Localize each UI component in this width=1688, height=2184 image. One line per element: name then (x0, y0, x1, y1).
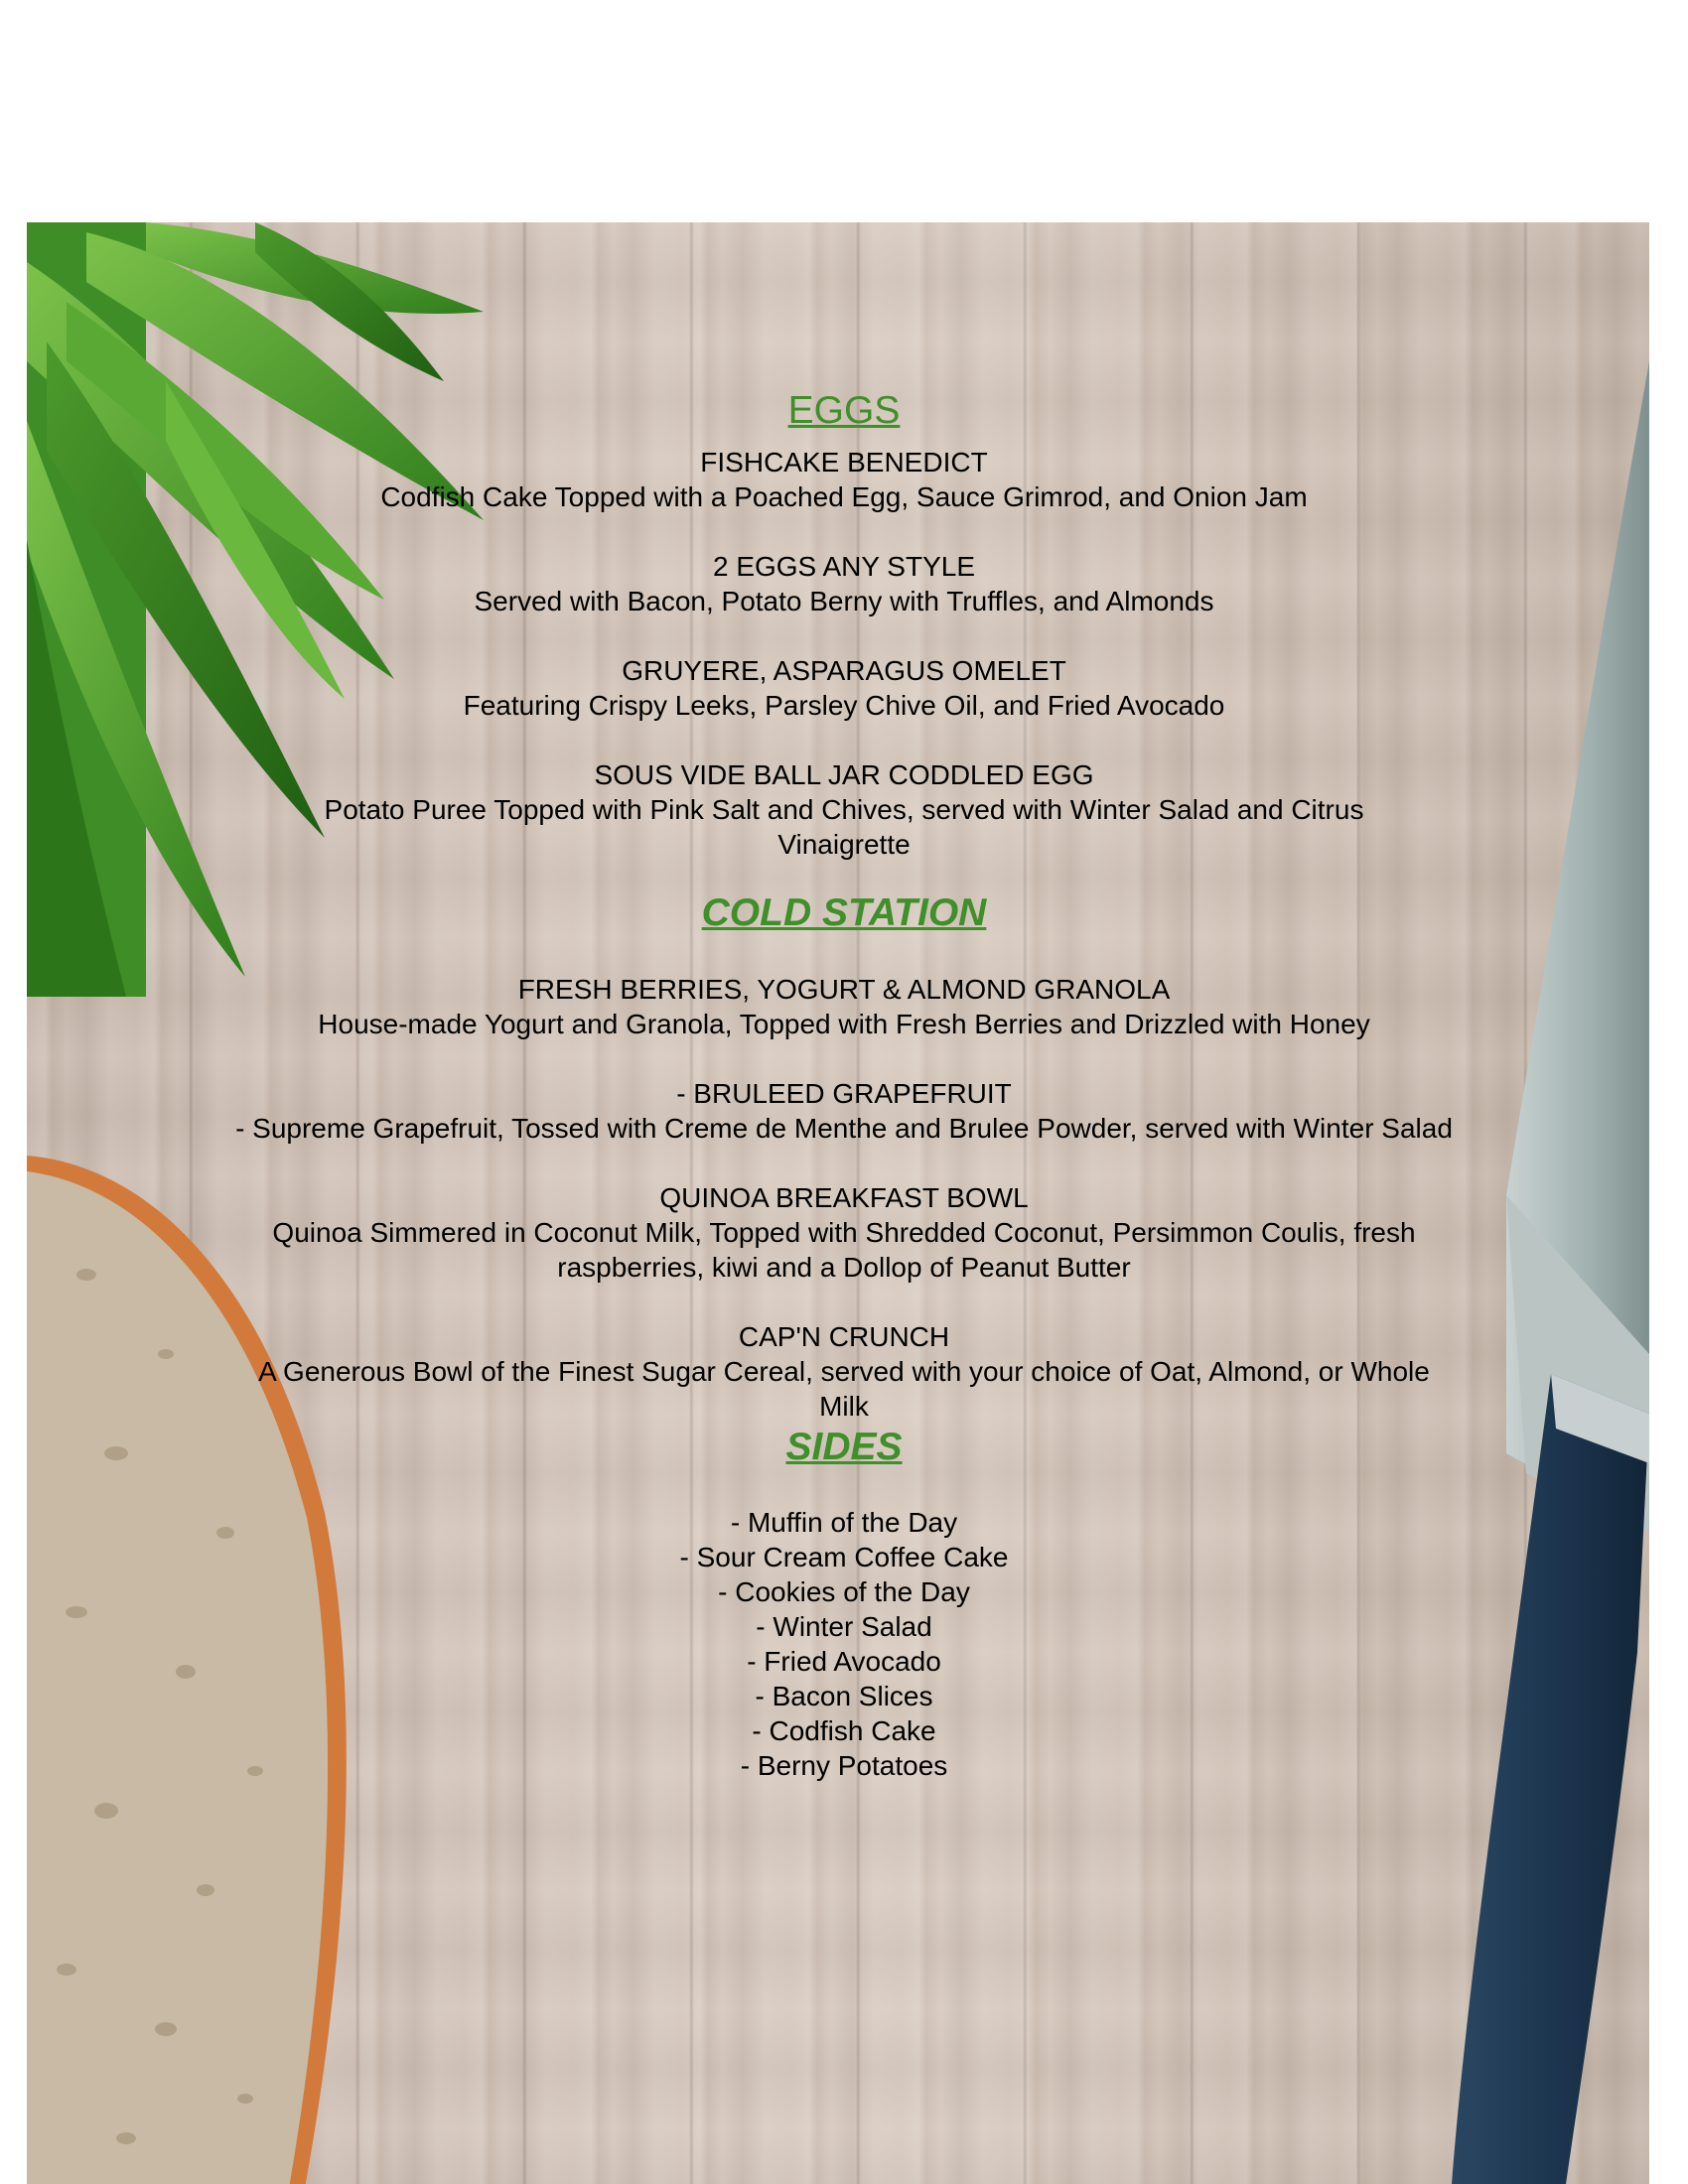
menu-item (199, 757, 1489, 862)
section-title-sides: SIDES (785, 1426, 903, 1468)
menu-item-description: Served with Bacon, Potato Berny with Truffles, and Almonds (474, 586, 1214, 616)
side-item: - Bacon Slices (755, 1681, 933, 1711)
side-item: - Winter Salad (756, 1611, 932, 1642)
menu-item-name: FRESH BERRIES, YOGURT & ALMOND GRANOLA (517, 974, 1171, 1005)
menu-item (199, 1319, 1489, 1424)
menu-item (199, 445, 1489, 514)
menu-item-name: 2 EGGS ANY STYLE (712, 551, 976, 582)
menu-content (199, 387, 1489, 1783)
menu-item-name: SOUS VIDE BALL JAR CODDLED EGG (594, 759, 1094, 790)
menu-item-description: Codfish Cake Topped with a Poached Egg, Sauce Grimrod, and Onion Jam (380, 481, 1308, 512)
menu-item-description: Potato Puree Topped with Pink Salt and Chives, served with Winter Salad and Citrus Vinaigrette (324, 794, 1364, 860)
side-item: - Cookies of the Day (718, 1576, 970, 1607)
side-item: - Fried Avocado (747, 1646, 941, 1677)
cold-station-items (199, 972, 1489, 1424)
side-item: - Berny Potatoes (740, 1750, 948, 1781)
menu-item-name: FISHCAKE BENEDICT (700, 447, 988, 478)
menu-item-name: QUINOA BREAKFAST BOWL (659, 1182, 1029, 1213)
menu-item-name: GRUYERE, ASPARAGUS OMELET (622, 655, 1066, 686)
menu-item-description: - Supreme Grapefruit, Tossed with Creme de Menthe and Brulee Powder, served with Winter Salad (235, 1113, 1453, 1144)
side-item: - Muffin of the Day (730, 1507, 958, 1538)
menu-item-description: Quinoa Simmered in Coconut Milk, Topped with Shredded Coconut, Persimmon Coulis, fresh raspberries, kiwi and a Dollop of Peanut Butter (272, 1217, 1416, 1283)
section-title-cold-station: COLD STATION (701, 891, 987, 934)
eggs-items (199, 445, 1489, 862)
menu-item (199, 653, 1489, 723)
menu-item-name: CAP'N CRUNCH (738, 1321, 950, 1352)
menu-item (199, 549, 1489, 618)
menu-item-description: A Generous Bowl of the Finest Sugar Cereal, served with your choice of Oat, Almond, or Whole Milk (258, 1356, 1430, 1422)
menu-item (199, 1076, 1489, 1146)
menu-item (199, 1180, 1489, 1285)
sides-list (199, 1505, 1489, 1783)
menu-item-description: House-made Yogurt and Granola, Topped with Fresh Berries and Drizzled with Honey (318, 1009, 1370, 1039)
section-title-eggs: EGGS (787, 389, 901, 432)
menu-item-name: - BRULEED GRAPEFRUIT (676, 1078, 1012, 1109)
side-item: - Sour Cream Coffee Cake (679, 1542, 1009, 1572)
menu-item (199, 972, 1489, 1041)
menu-item-description: Featuring Crispy Leeks, Parsley Chive Oil, and Fried Avocado (463, 690, 1225, 721)
side-item: - Codfish Cake (752, 1715, 936, 1746)
